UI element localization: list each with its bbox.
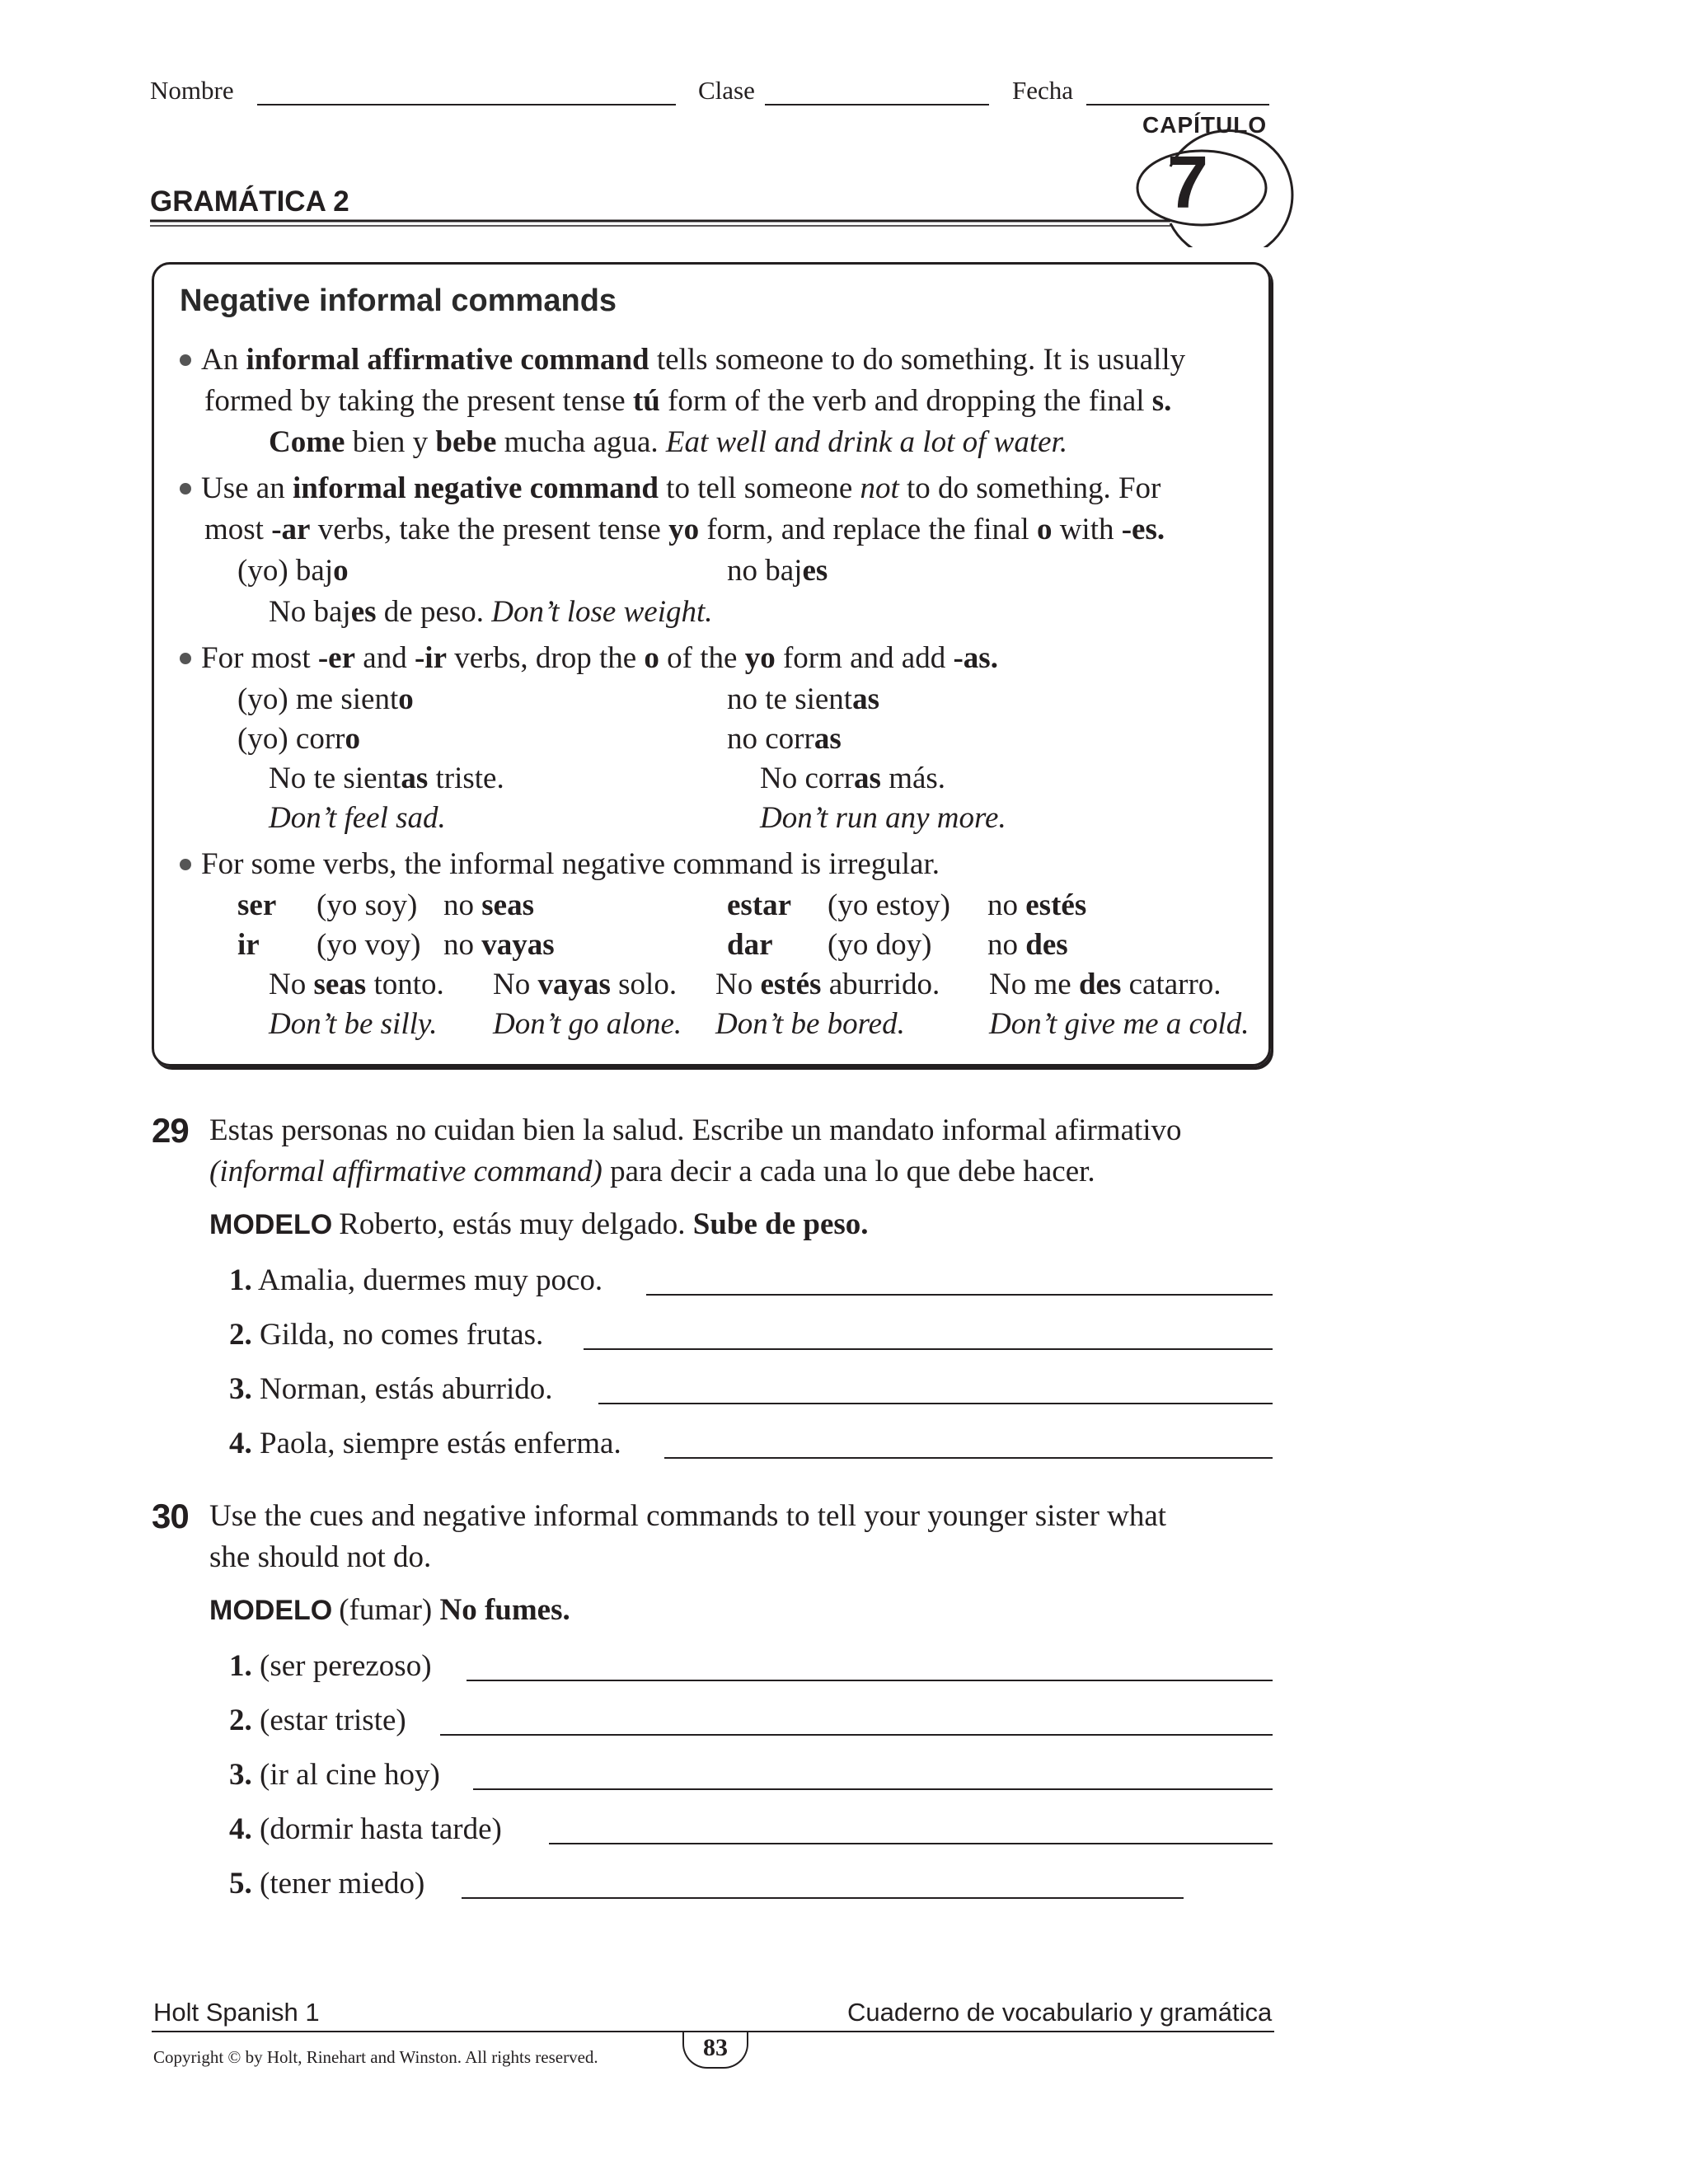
exercise-30-item-3: 3. (ir al cine hoy) (229, 1758, 440, 1792)
bullet-icon (180, 354, 191, 366)
bullet-3-row-2: (yo) corro no corras (237, 722, 842, 756)
bullet-3-line-1: For most -er and -ir verbs, drop the o of the yo form and add -as. (180, 638, 1259, 679)
footer-workbook-title: Cuaderno de vocabulario y gramática (847, 1998, 1273, 2027)
clase-label: Clase (698, 76, 755, 105)
bullet-2-conjugation: (yo) bajo no bajes (237, 554, 828, 588)
exercise-30-modelo: MODELO (fumar) No fumes. (209, 1593, 570, 1627)
answer-line-30-5[interactable] (462, 1897, 1184, 1899)
answer-line-30-3[interactable] (473, 1788, 1273, 1790)
exercise-30-item-1: 1. (ser perezoso) (229, 1649, 432, 1683)
exercise-30-number: 30 (152, 1497, 189, 1535)
bullet-2-example: No bajes de peso. Don’t lose weight. (269, 595, 713, 629)
bullet-icon (180, 483, 191, 494)
bullet-3-row-1: (yo) me siento no te sientas (237, 682, 879, 716)
exercise-30-instruction-1: Use the cues and negative informal commands to tell your younger sister what (209, 1499, 1167, 1533)
exercise-29-item-1: 1. Amalia, duermes muy poco. (229, 1263, 603, 1297)
answer-line-29-3[interactable] (598, 1403, 1273, 1404)
bullet-icon (180, 653, 191, 664)
bullet-2-line-1: Use an informal negative command to tell someone not to do something. For (180, 468, 1259, 509)
bullet-1-line-2: formed by taking the present tense tú form of the verb and dropping the final s. (204, 384, 1172, 418)
bullet-1-line-1: An informal affirmative command tells someone to do something. It is usually (180, 340, 1259, 381)
answer-line-30-2[interactable] (440, 1734, 1273, 1736)
answer-line-30-1[interactable] (467, 1680, 1273, 1681)
chapter-number: 7 (1167, 142, 1209, 224)
irregular-translations: Don’t be silly. Don’t go alone. Don’t be bored. Don’t give me a cold. (269, 1007, 1250, 1041)
answer-line-30-4[interactable] (549, 1843, 1273, 1844)
bullet-icon (180, 859, 191, 870)
exercise-29-item-3: 3. Norman, estás aburrido. (229, 1372, 553, 1406)
exercise-30-instruction-2: she should not do. (209, 1540, 432, 1574)
exercise-30-item-2: 2. (estar triste) (229, 1704, 406, 1737)
fecha-label: Fecha (1012, 76, 1074, 105)
box-title: Negative informal commands (180, 284, 617, 318)
bullet-1-example: Come bien y bebe mucha agua. Eat well and drink a lot of water. (269, 425, 1068, 459)
bullet-3-translations: Don’t feel sad. Don’t run any more. (269, 801, 1006, 835)
irregular-examples: No seas tonto. No vayas solo. No estés aburrido. No me des catarro. (269, 968, 1221, 1001)
exercise-29-item-2: 2. Gilda, no comes frutas. (229, 1318, 544, 1352)
answer-line-29-4[interactable] (664, 1457, 1273, 1459)
chapter-rule (0, 0, 1688, 247)
capitulo-label: CAPÍTULO (1142, 112, 1268, 138)
exercise-30-item-4: 4. (dormir hasta tarde) (229, 1812, 502, 1846)
exercise-29-instruction-1: Estas personas no cuidan bien la salud. Escribe un mandato informal afirmativo (209, 1113, 1182, 1147)
exercise-29-number: 29 (152, 1111, 189, 1150)
bullet-3-examples: No te sientas triste. No corras más. (269, 762, 946, 795)
answer-line-29-2[interactable] (584, 1348, 1273, 1350)
grammar-explanation (180, 340, 1259, 1043)
nombre-label: Nombre (150, 76, 234, 105)
section-title: GRAMÁTICA 2 (150, 185, 349, 218)
irregular-row-1: ser (yo soy) no seas estar (yo estoy) no estés (237, 888, 1087, 922)
exercise-29-modelo: MODELO Roberto, estás muy delgado. Sube de peso. (209, 1207, 869, 1241)
footer-book-title: Holt Spanish 1 (153, 1998, 320, 2027)
exercise-29-item-4: 4. Paola, siempre estás enferma. (229, 1427, 621, 1460)
answer-line-29-1[interactable] (646, 1294, 1273, 1296)
irregular-row-2: ir (yo voy) no vayas dar (yo doy) no des (237, 928, 1068, 962)
exercise-30-item-5: 5. (tener miedo) (229, 1867, 425, 1900)
footer-copyright: Copyright © by Holt, Rinehart and Winston. All rights reserved. (153, 2047, 598, 2067)
exercise-29-instruction-2: (informal affirmative command) para decir a cada una lo que debe hacer. (209, 1155, 1095, 1188)
bullet-4-line: For some verbs, the informal negative command is irregular. (180, 844, 1259, 885)
page-number: 83 (682, 2031, 748, 2069)
bullet-2-line-2: most -ar verbs, take the present tense yo form, and replace the final o with -es. (204, 513, 1165, 546)
